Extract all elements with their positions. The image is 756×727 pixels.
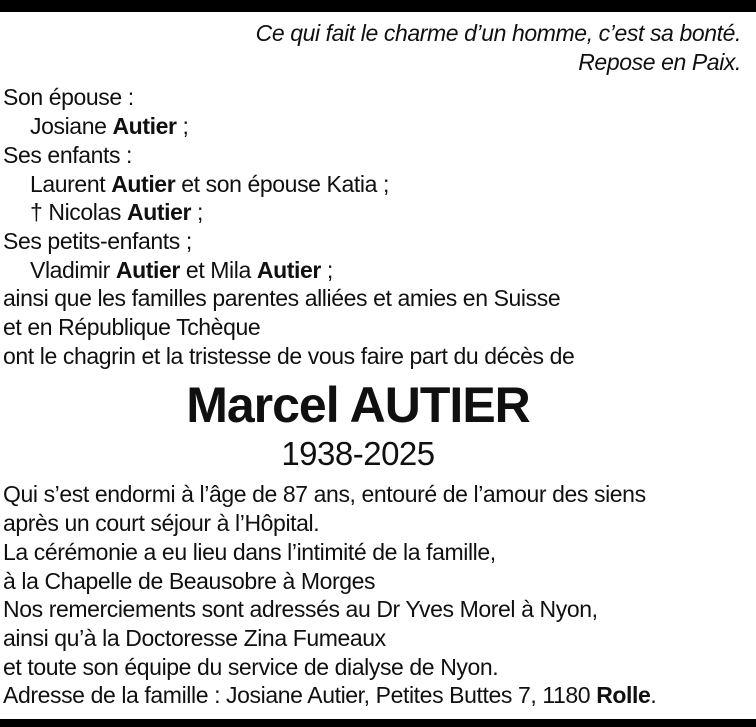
plain-text: Laurent bbox=[30, 170, 112, 197]
text-line bbox=[0, 48, 741, 77]
deceased-name: Marcel AUTIER bbox=[186, 377, 530, 434]
plain-text: Ce qui fait le charme d’un homme, c’est sa bonté. bbox=[255, 20, 741, 46]
text-line bbox=[3, 83, 756, 112]
bottom-border-rule bbox=[0, 719, 756, 727]
bold-name-text: Rolle bbox=[596, 682, 651, 709]
deceased-years: 1938-2025 bbox=[281, 435, 435, 473]
plain-text: Qui s’est endormi à l’âge de 87 ans, entouré de l’amour des siens bbox=[3, 481, 646, 508]
text-line bbox=[3, 624, 756, 653]
plain-text: Adresse de la famille : Josiane Autier, Petites Buttes 7, 1180 bbox=[3, 682, 597, 709]
bold-name-text: Autier bbox=[256, 256, 321, 283]
text-line bbox=[3, 227, 756, 256]
plain-text: et toute son équipe du service de dialyse de Nyon. bbox=[3, 653, 499, 680]
text-line bbox=[3, 170, 756, 199]
text-line bbox=[3, 653, 756, 682]
family-list bbox=[0, 83, 756, 370]
plain-text: . bbox=[650, 682, 657, 709]
plain-text: ; bbox=[176, 113, 189, 140]
plain-text: Ses petits-enfants ; bbox=[3, 227, 192, 254]
text-line bbox=[0, 19, 741, 48]
text-line bbox=[3, 595, 756, 624]
top-border-rule bbox=[0, 0, 756, 12]
bold-name-text: Autier bbox=[115, 256, 180, 283]
text-line bbox=[3, 480, 756, 509]
plain-text: La cérémonie a eu lieu dans l’intimité de la famille, bbox=[3, 538, 496, 565]
plain-text: Son épouse : bbox=[3, 84, 134, 111]
plain-text: † Nicolas bbox=[30, 199, 127, 226]
plain-text: Ses enfants : bbox=[3, 141, 133, 168]
text-line bbox=[3, 509, 756, 538]
plain-text: et en République Tchèque bbox=[3, 314, 261, 341]
text-line bbox=[3, 284, 756, 313]
plain-text: ; bbox=[320, 256, 333, 283]
plain-text: après un court séjour à l’Hôpital. bbox=[3, 510, 320, 537]
text-line bbox=[3, 256, 756, 285]
plain-text: et son épouse Katia ; bbox=[175, 170, 389, 197]
bold-name-text: Autier bbox=[112, 113, 177, 140]
plain-text: Vladimir bbox=[30, 256, 116, 283]
plain-text: ont le chagrin et la tristesse de vous faire part du décès de bbox=[3, 342, 575, 369]
bold-name-text: Autier bbox=[127, 199, 192, 226]
text-line bbox=[3, 112, 756, 141]
plain-text: Josiane bbox=[30, 113, 113, 140]
plain-text: Nos remerciements sont adressés au Dr Yves Morel à Nyon, bbox=[3, 596, 598, 623]
plain-text: et Mila bbox=[179, 256, 257, 283]
text-line bbox=[3, 198, 756, 227]
text-line bbox=[3, 567, 756, 596]
plain-text: Repose en Paix. bbox=[578, 48, 741, 75]
bold-name-text: Autier bbox=[111, 170, 176, 197]
text-line bbox=[3, 342, 756, 371]
plain-text: ; bbox=[191, 199, 204, 226]
text-line bbox=[3, 538, 756, 567]
plain-text: ainsi que les familles parentes alliées et amies en Suisse bbox=[3, 285, 561, 312]
text-line bbox=[3, 141, 756, 170]
text-line bbox=[3, 313, 756, 342]
text-line bbox=[3, 681, 756, 710]
plain-text: ainsi qu’à la Doctoresse Zina Fumeaux bbox=[3, 624, 386, 651]
announcement-text bbox=[0, 480, 756, 710]
plain-text: à la Chapelle de Beausobre à Morges bbox=[3, 567, 376, 594]
